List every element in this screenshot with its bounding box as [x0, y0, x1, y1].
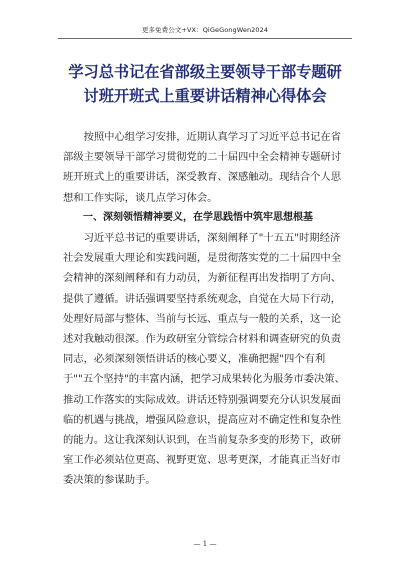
text-line: 委决策的参谋助手。: [63, 474, 156, 487]
page-number: — 1 —: [193, 540, 217, 548]
text-line: 处理好局部与整体、当前与长远、重点与一般的关系，这一论: [63, 312, 342, 325]
text-line: 同志，必须深刻领悟讲话的核心要义，准确把握"四个有利: [63, 353, 326, 366]
text-line: 习近平总书记的重要讲话，深刻阐释了"十五五"时期经济: [63, 232, 341, 245]
text-line: 提供了遵循。讲话强调要坚持系统观念，自觉在大局下行动，: [63, 292, 342, 305]
text-line: 想和工作实际，谈几点学习体会。: [63, 191, 218, 204]
text-line: 一、深刻领悟精神要义，在学思践悟中筑牢思想根基: [63, 211, 313, 223]
text-line: 推动工作落实的实际成效。讲话还特别强调要充分认识发展面: [63, 393, 342, 406]
text-line: 班开班式上的重要讲话，深受教育、深感触动。现结合个人思: [63, 171, 342, 184]
text-line: 的能力。这让我深刻认识到，在当前复杂多变的形势下，政研: [63, 434, 342, 447]
text-line: 按照中心组学习安排，近期认真学习了习近平总书记在省: [63, 131, 342, 143]
text-line: 临的机遇与挑战，增强风险意识，提高应对不确定性和复杂性: [63, 413, 342, 426]
header-divider: [58, 38, 352, 39]
document-title: [40, 60, 370, 108]
text-line: 于""五个坚持"的丰富内涵，把学习成果转化为服务市委决策、: [63, 373, 345, 386]
text-line: 部级主要领导干部学习贯彻党的二十届四中全会精神专题研讨: [63, 151, 342, 164]
document-body: [63, 127, 349, 491]
text-line: 述对我触动很深。作为政研室分管综合材料和调查研究的负责: [63, 333, 342, 346]
body-paragraph: [63, 228, 349, 491]
header-notice: 更多免费公文+VX：QiGeGongWen2024: [141, 26, 269, 34]
section-heading: [63, 208, 349, 228]
text-line: 会精神的深刻阐释和有力动员，为新征程再出发指明了方向、: [63, 272, 342, 285]
page-header: [0, 0, 410, 36]
body-paragraph: [63, 127, 349, 208]
title-line: 讨班开班式上重要讲话精神心得体会: [83, 87, 327, 105]
title-line: 学习总书记在省部级主要领导干部专题研: [68, 63, 342, 81]
text-line: 室工作必须站位更高、视野更宽、思考更深，才能真正当好市: [63, 454, 342, 467]
text-line: 社会发展重大理论和实践问题，是贯彻落实党的二十届四中全: [63, 252, 342, 265]
